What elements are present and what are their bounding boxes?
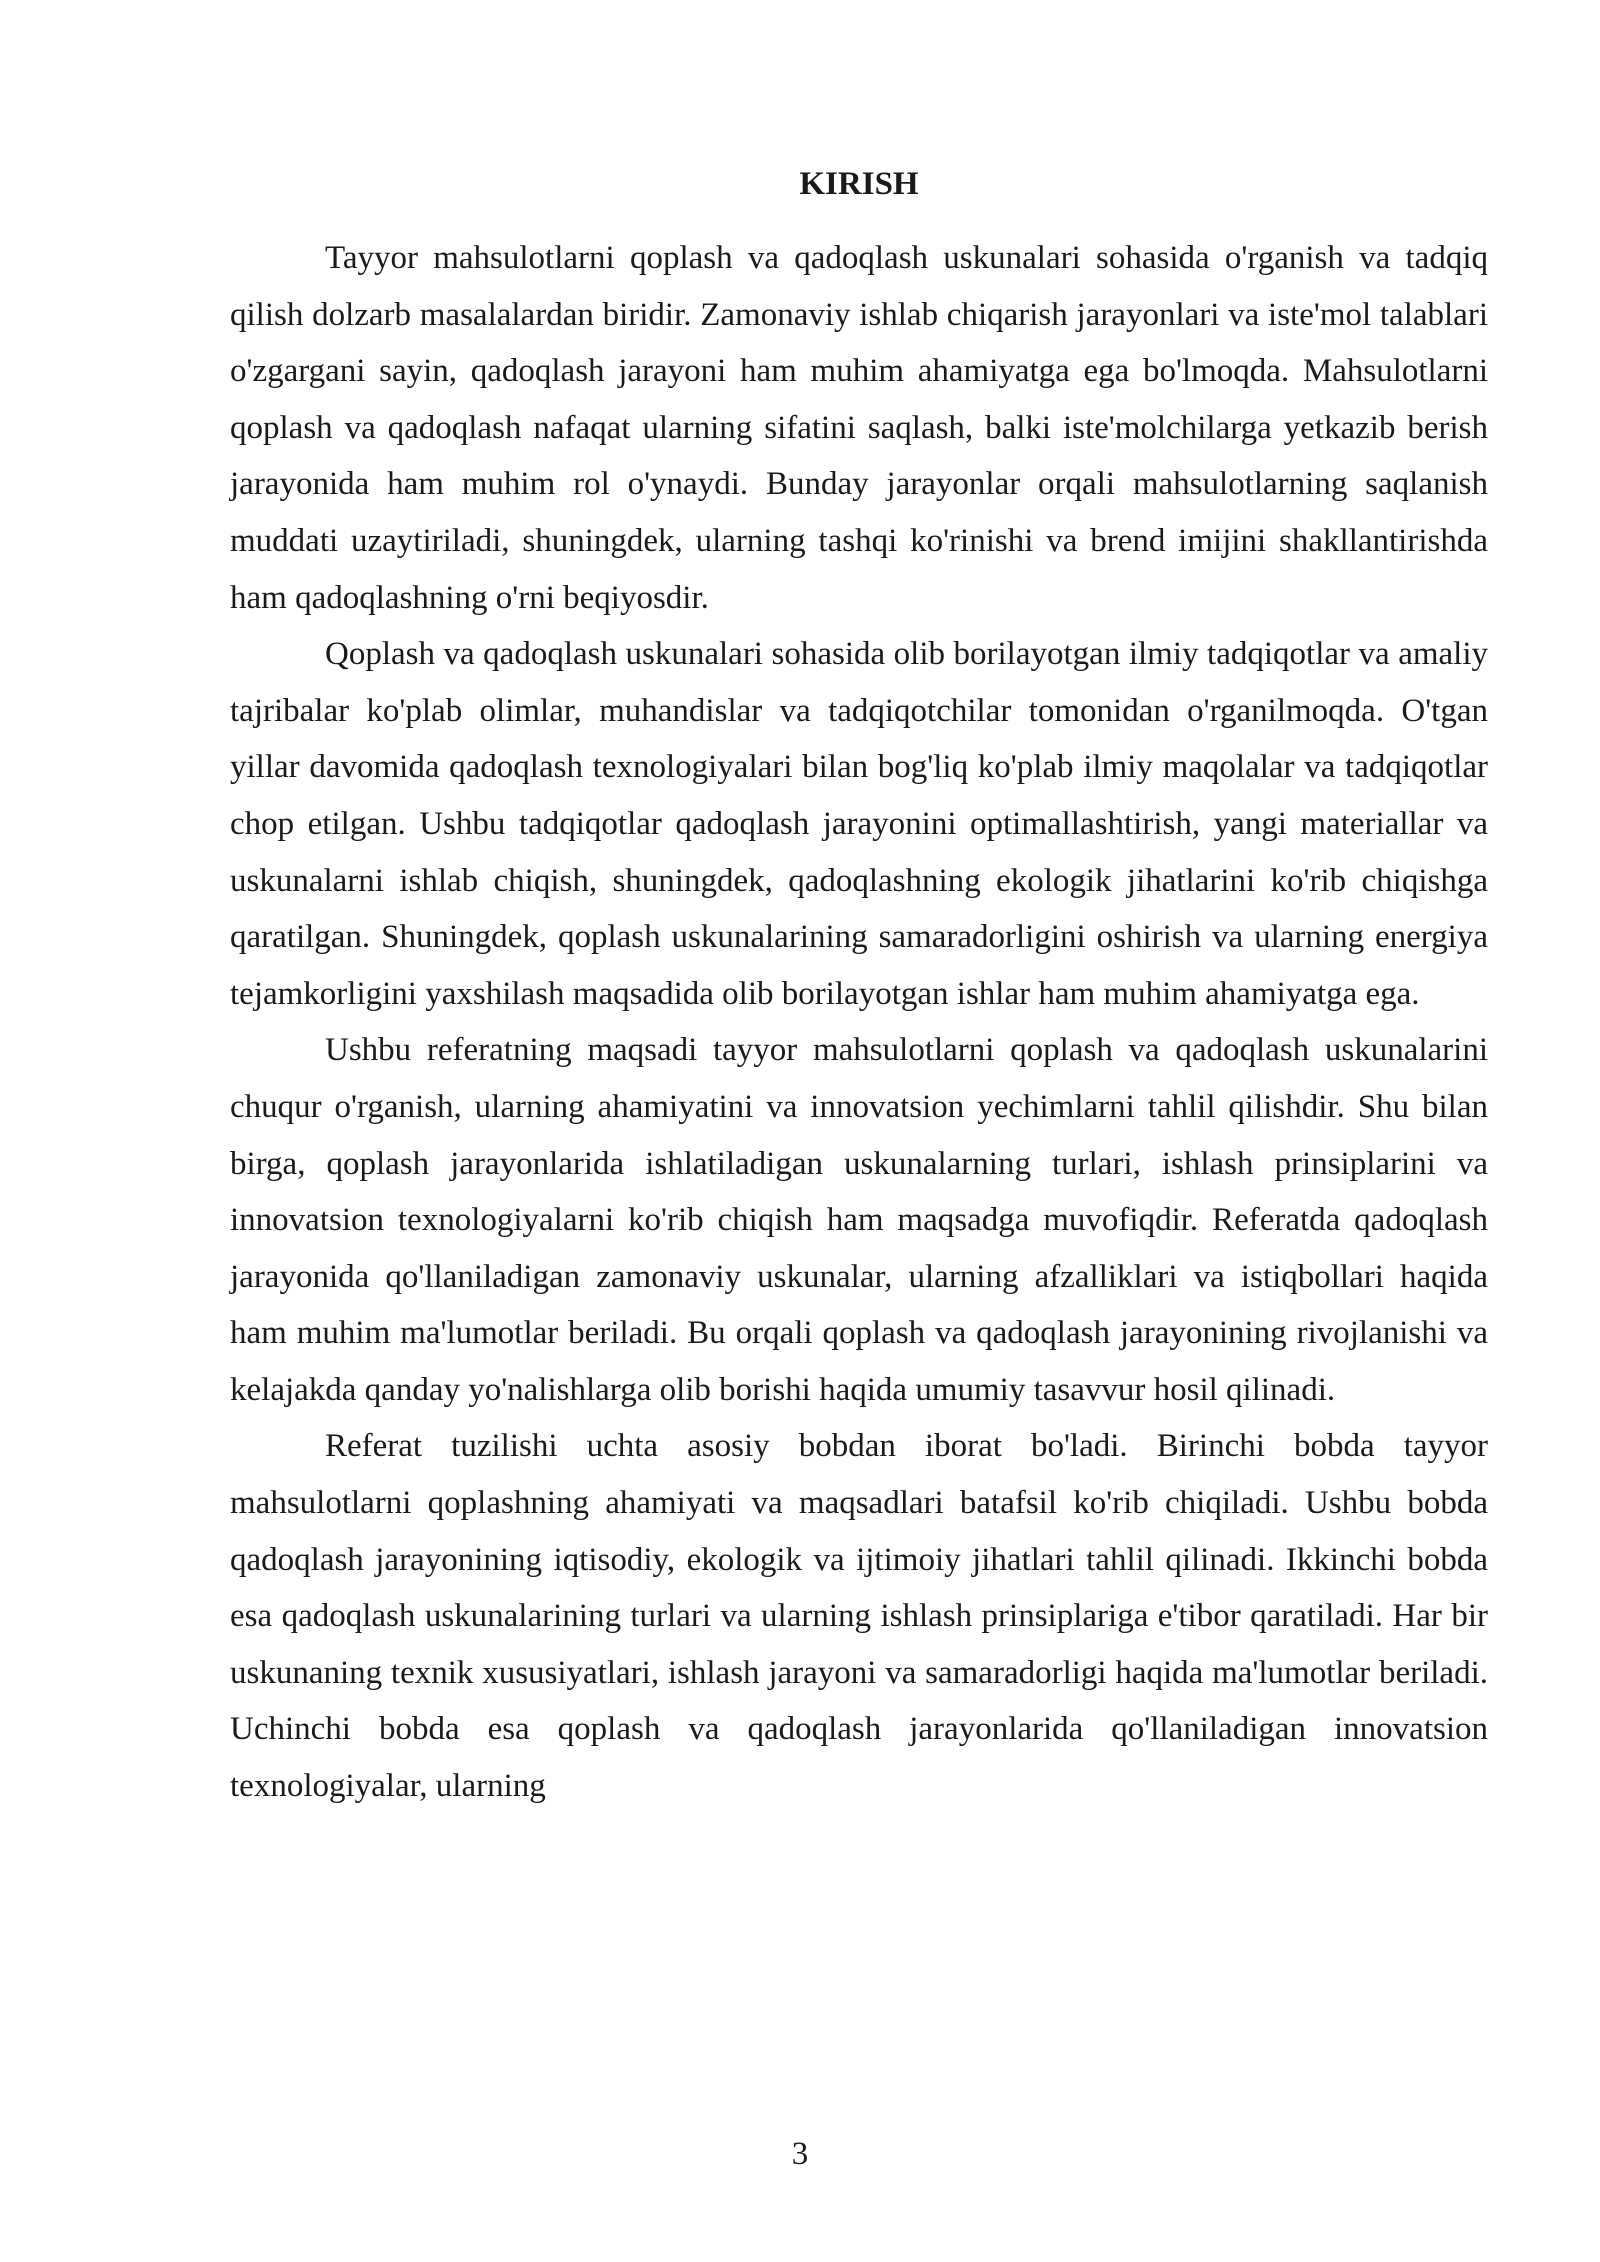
paragraph-3: Ushbu referatning maqsadi tayyor mahsulotlarni qoplash va qadoqlash uskunalarini chuqur o'rganish, ularning ahamiyatini va innovatsion yechimlarni tahlil qilishdir. Shu bilan birga, qoplash jarayonlarida ishlatiladigan uskunalarning turlari, ishlash prinsiplarini va innovatsion texnologiyalarni ko'rib chiqish ham maqsadga muvofiqdir. Referatda qadoqlash jarayonida qo'llaniladigan zamonaviy uskunalar, ularning afzalliklari va istiqbollari haqida ham muhim ma'lumotlar beriladi. Bu orqali qoplash va qadoqlash jarayonining rivojlanishi va kelajakda qanday yo'nalishlarga olib borishi haqida umumiy tasavvur hosil qilinadi. xyxy=(230,1032,1488,1408)
paragraph-2: Qoplash va qadoqlash uskunalari sohasida olib borilayotgan ilmiy tadqiqotlar va amaliy tajribalar ko'plab olimlar, muhandislar va tadqiqotchilar tomonidan o'rganilmoqda. O'tgan yillar davomida qadoqlash texnologiyalari bilan bog'liq ko'plab ilmiy maqolalar va tadqiqotlar chop etilgan. Ushbu tadqiqotlar qadoqlash jarayonini optimallashtirish, yangi materiallar va uskunalarni ishlab chiqish, shuningdek, qadoqlashning ekologik jihatlarini ko'rib chiqishga qaratilgan. Shuningdek, qoplash uskunalarining samaradorligini oshirish va ularning energiya tejamkorligini yaxshilash maqsadida olib borilayotgan ishlar ham muhim ahamiyatga ega. xyxy=(230,636,1488,1012)
paragraph-4: Referat tuzilishi uchta asosiy bobdan iborat bo'ladi. Birinchi bobda tayyor mahsulotlarni qoplashning ahamiyati va maqsadlari batafsil ko'rib chiqiladi. Ushbu bobda qadoqlash jarayonining iqtisodiy, ekologik va ijtimoiy jihatlari tahlil qilinadi. Ikkinchi bobda esa qadoqlash uskunalarining turlari va ularning ishlash prinsiplariga e'tibor qaratiladi. Har bir uskunaning texnik xususiyatlari, ishlash jarayoni va samaradorligi haqida ma'lumotlar beriladi. Uchinchi bobda esa qoplash va qadoqlash jarayonlarida qo'llaniladigan innovatsion texnologiyalar, ularning xyxy=(230,1428,1488,1805)
page-title: KIRISH xyxy=(799,166,919,202)
page-number: 3 xyxy=(791,2136,809,2172)
page-content xyxy=(230,162,1488,1815)
paragraph-1: Tayyor mahsulotlarni qoplash va qadoqlash uskunalari sohasida o'rganish va tadqiq qilish dolzarb masalalardan biridir. Zamonaviy ishlab chiqarish jarayonlari va iste'mol talablari o'zgargani sayin, qadoqlash jarayoni ham muhim ahamiyatga ega bo'lmoqda. Mahsulotlarni qoplash va qadoqlash nafaqat ularning sifatini saqlash, balki iste'molchilarga yetkazib berish jarayonida ham muhim rol o'ynaydi. Bunday jarayonlar orqali mahsulotlarning saqlanish muddati uzaytiriladi, shuningdek, ularning tashqi ko'rinishi va brend imijini shakllantirishda ham qadoqlashning o'rni beqiyosdir. xyxy=(230,240,1488,616)
